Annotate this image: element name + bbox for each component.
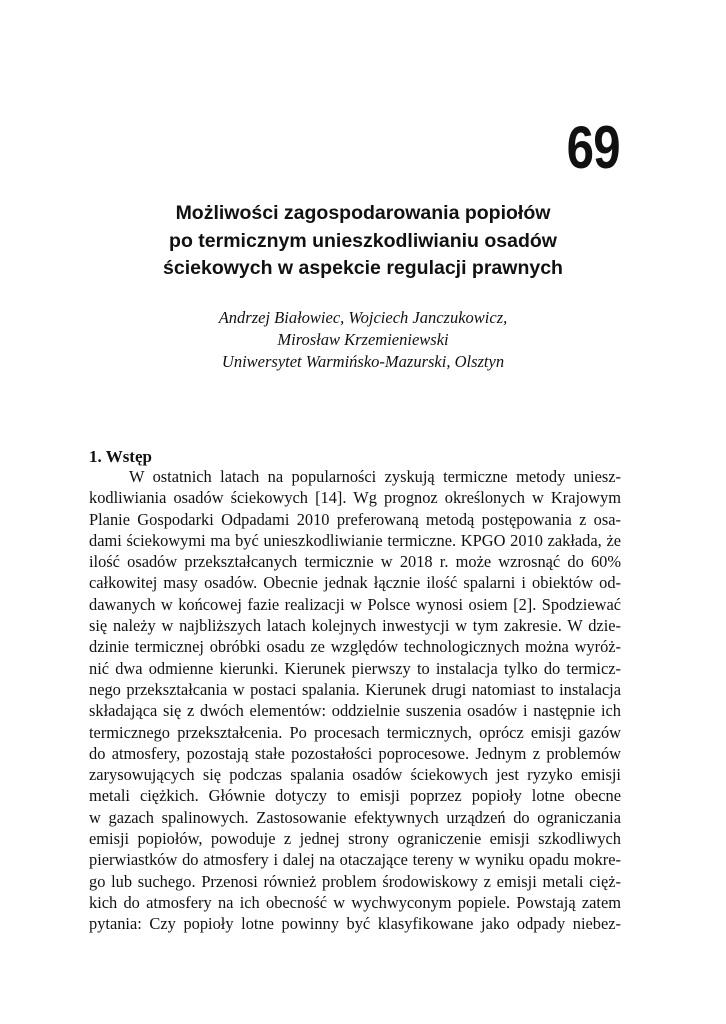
body-line: ilość osadów przekształcanych termicznie w 2018 r. może wzrosnąć do 60% [89,552,621,572]
body-line: kodliwiania osadów ściekowych [14]. Wg prognoz określonych w Krajowym [89,488,621,508]
body-line: dami ściekowymi ma być unieszkodliwianie termiczne. KPGO 2010 zakłada, że [89,530,621,550]
body-line: w gazach spalinowych. Zastosowanie efektywnych urządzeń do ograniczania [89,807,621,827]
chapter-title [88,200,638,283]
body-line: W ostatnich latach na popularności zyskują termiczne metody uniesz- [129,467,621,486]
authors-line: Andrzej Białowiec, Wojciech Janczukowicz, [218,308,508,327]
authors-block [88,307,638,373]
body-line: składająca się z dwóch elementów: oddzielnie suszenia osadów i następnie ich [89,701,621,721]
body-line: Planie Gospodarki Odpadami 2010 preferowaną metodą postępowania z osa- [89,509,621,529]
body-paragraph [89,466,621,935]
body-line: dawanych w końcowej fazie realizacji w Polsce wynosi osiem [2]. Spodziewać [89,594,621,614]
body-line: do atmosfery, pozostają stałe pozostałości poprocesowe. Jednym z problemów [89,743,621,763]
body-line: kich do atmosfery na ich obecność w wychwyconym popiele. Powstają zatem [89,892,621,912]
body-line: całkowitej masy osadów. Obecnie jednak łącznie ilość spalarni i obiektów od- [89,573,621,593]
section-heading: 1. Wstęp [89,447,152,466]
body-line: zarysowujących się podczas spalania osadów ściekowych jest ryzyko emisji [89,765,621,785]
authors-line: Mirosław Krzemieniewski [277,330,449,349]
body-line: emisji popiołów, powoduje z jednej strony ograniczenie emisji szkodliwych [89,829,621,849]
title-line: ściekowych w aspekcie regulacji prawnych [163,257,563,279]
title-line: po termicznym unieszkodliwianiu osadów [169,229,557,252]
body-line: pytania: Czy popioły lotne powinny być klasyfikowane jako odpady niebez- [89,914,621,934]
body-line: nego przekształcania w postaci spalania. Kierunek drugi natomiast to instalacja [89,679,621,699]
body-line: termicznego przekształcenia. Po procesach termicznych, oprócz emisji gazów [89,722,621,742]
body-line: go lub suchego. Przenosi również problem środowiskowy z emisji metali cięż- [89,871,621,891]
body-line: dzinie termicznej obróbki osadu ze względów technologicznych można wyróż- [89,637,621,657]
title-line: Możliwości zagospodarowania popiołów [175,202,551,224]
body-line: nić dwa odmienne kierunki. Kierunek pierwszy to instalacja tylko do termicz- [89,658,621,678]
body-line: się należy w najbliższych latach kolejnych inwestycji w tym zakresie. W dzie- [89,616,621,636]
body-line: metali ciężkich. Głównie dotyczy to emisji poprzez popioły lotne obecne [89,786,621,806]
chapter-number: 69 [566,114,620,181]
body-line: pierwiastków do atmosfery i dalej na otaczające tereny w wyniku opadu mokre- [89,850,621,870]
affiliation-line: Uniwersytet Warmińsko-Mazurski, Olsztyn [221,352,505,371]
